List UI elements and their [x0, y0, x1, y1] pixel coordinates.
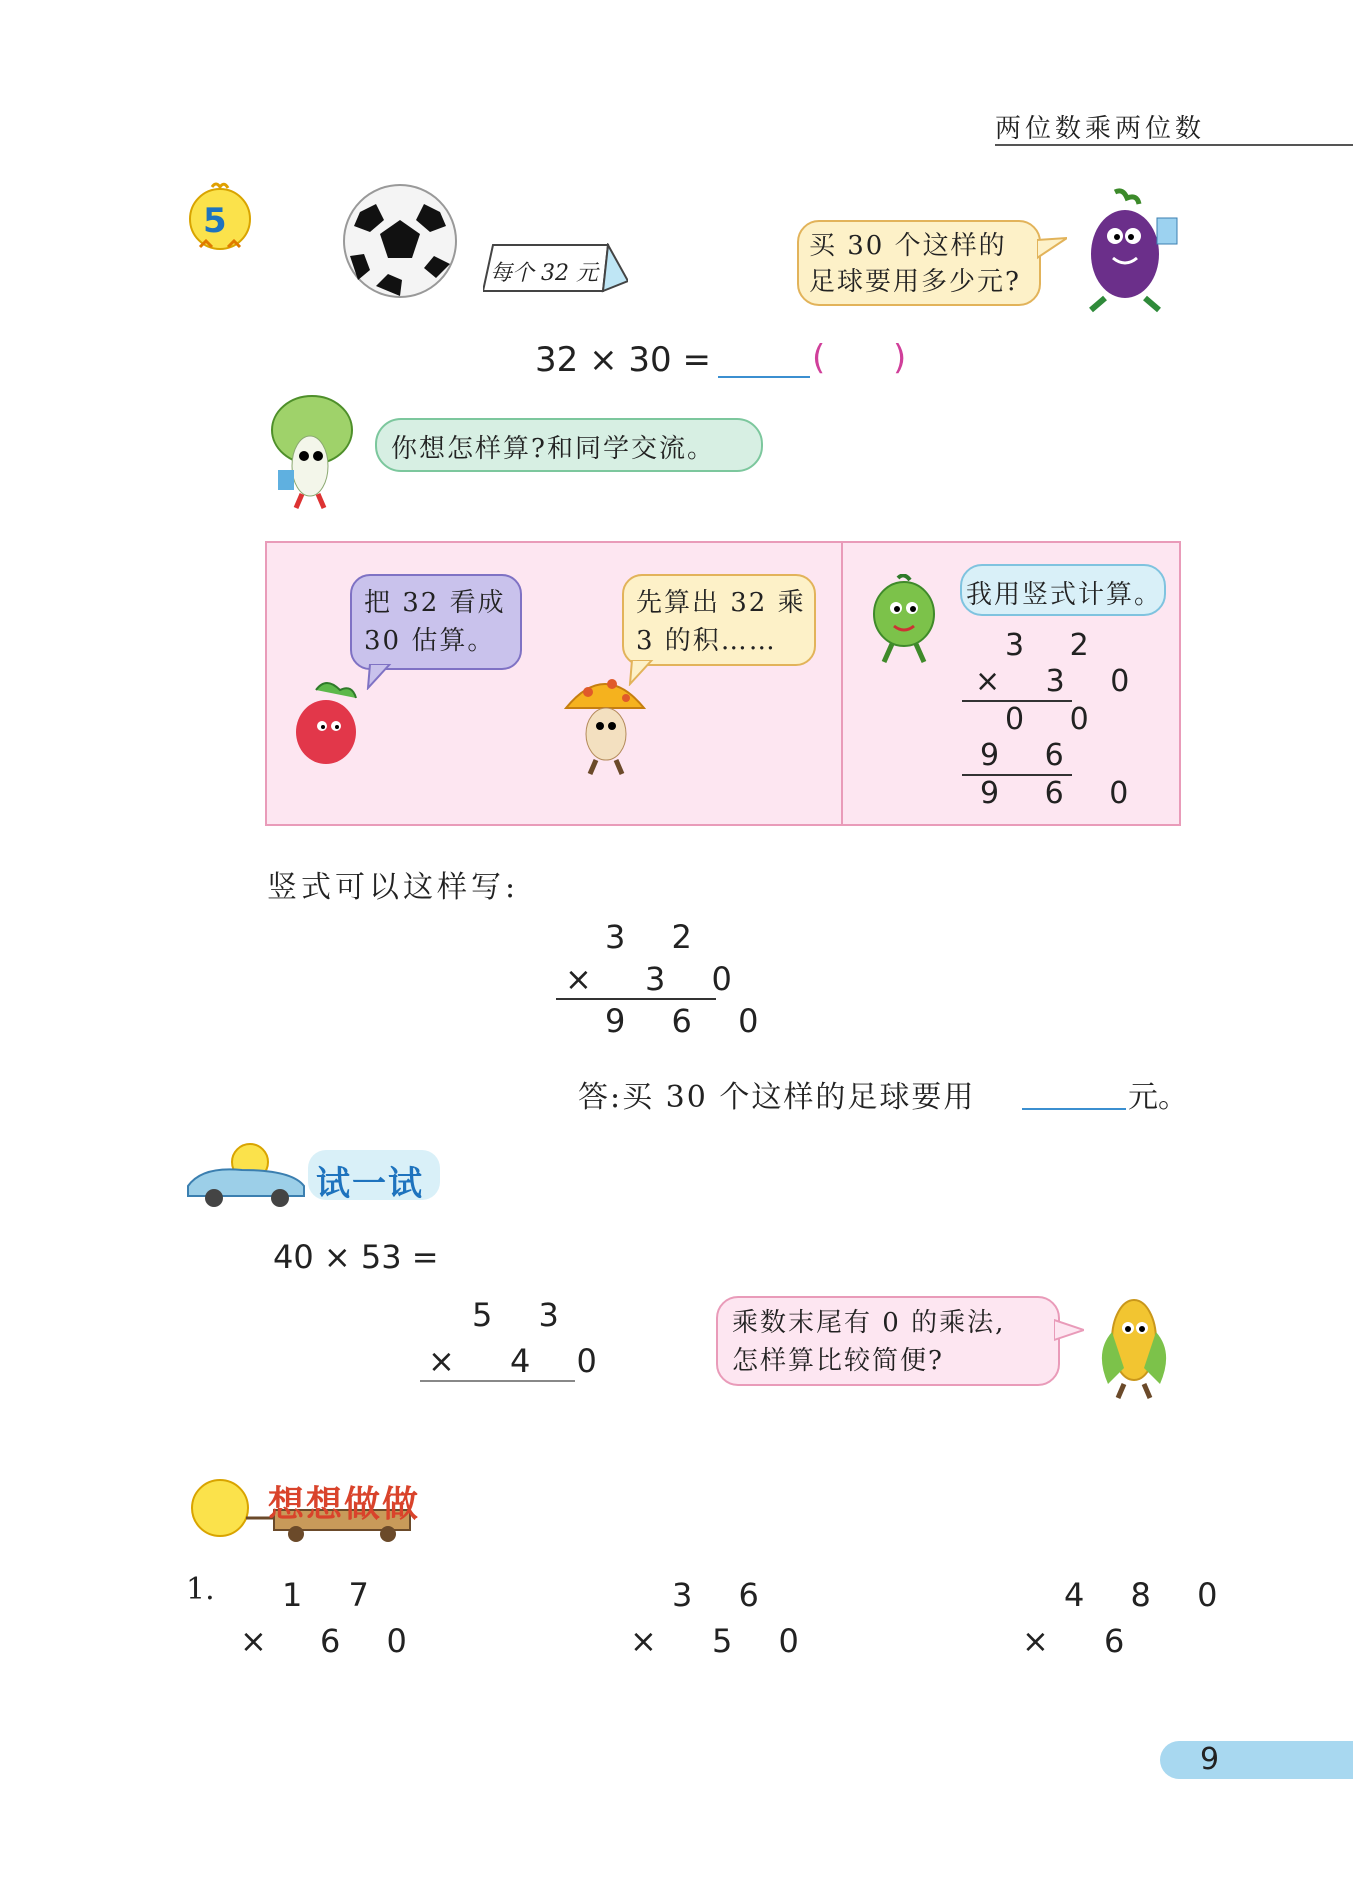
- tip-bubble-tail: [1054, 1318, 1084, 1344]
- prompt-text: 你想怎样算?和同学交流。: [391, 434, 715, 464]
- problem-1-multiplier: 6 0: [320, 1622, 425, 1660]
- soccer-ball-icon: [340, 182, 460, 300]
- shortcut-times-sign: ×: [565, 960, 592, 998]
- estimate-bubble: [350, 574, 522, 670]
- shortcut-rule: [556, 998, 716, 1000]
- radish-character: [286, 680, 370, 770]
- first-compute-line-1: 先算出 32 乘: [636, 588, 806, 618]
- bubble-tail: [1037, 236, 1067, 264]
- tip-line-1: 乘数末尾有 0 的乘法,: [732, 1308, 1006, 1338]
- product-blank[interactable]: [718, 376, 810, 378]
- calc-multiplier: × 3 0: [975, 664, 1148, 699]
- tip-line-2: 怎样算比较简便?: [732, 1346, 944, 1376]
- problem-1-times: ×: [240, 1622, 267, 1660]
- calc-top-number: 3 2: [1005, 628, 1107, 663]
- problem-2-times: ×: [630, 1622, 657, 1660]
- prompt-bubble: [375, 418, 763, 472]
- try-it-rule: [420, 1380, 575, 1382]
- price-tag-text: 每个 32 元: [490, 261, 598, 286]
- vertical-calc-bubble-text: 我用竖式计算。: [966, 580, 1163, 610]
- question-line-1: 买 30 个这样的: [809, 231, 1007, 261]
- answer-blank[interactable]: [1022, 1108, 1126, 1110]
- vertical-calc-bubble: [960, 564, 1166, 616]
- first-compute-bubble: [622, 574, 816, 666]
- shortcut-multiplier: 3 0: [645, 960, 750, 998]
- problem-3-times: ×: [1022, 1622, 1049, 1660]
- corn-character: [1090, 1292, 1176, 1402]
- example-number: 5: [203, 201, 227, 241]
- page-number: 9: [1200, 1742, 1220, 1777]
- problem-3-top: 4 8 0: [1064, 1576, 1236, 1614]
- mushroom-character: [562, 666, 648, 778]
- header-rule: [995, 144, 1353, 146]
- problem-3-multiplier: 6: [1104, 1622, 1143, 1660]
- tip-bubble: [716, 1296, 1060, 1386]
- shortcut-label: 竖式可以这样写:: [267, 870, 520, 905]
- try-it-equation: 40 × 53 =: [273, 1238, 439, 1276]
- try-it-times-sign: ×: [428, 1342, 455, 1380]
- estimate-bubble-tail: [366, 664, 396, 690]
- estimate-line-2: 30 估算。: [364, 626, 496, 656]
- practice-title: 想想做做: [268, 1484, 421, 1525]
- answer-suffix: 元。: [1128, 1080, 1188, 1115]
- problem-2-top: 3 6: [672, 1576, 777, 1614]
- unit-paren-open: (: [812, 338, 826, 378]
- practice-item-number: 1.: [186, 1572, 215, 1607]
- chick-car-icon: [182, 1142, 310, 1208]
- example-equation: 32 × 30 =: [535, 340, 711, 380]
- unit-paren-close: ): [893, 338, 907, 378]
- cabbage-character: [264, 390, 364, 512]
- estimate-line-1: 把 32 看成: [364, 588, 506, 618]
- shortcut-product: 9 6 0: [605, 1002, 777, 1040]
- question-line-2: 足球要用多少元?: [809, 267, 1021, 297]
- page-number-tab: [1160, 1741, 1353, 1779]
- calc-partial-2: 9 6: [980, 738, 1082, 773]
- pepper-character: [864, 574, 946, 668]
- problem-1-top: 1 7: [282, 1576, 387, 1614]
- problem-2-multiplier: 5 0: [712, 1622, 817, 1660]
- methods-divider: [841, 541, 843, 826]
- first-compute-line-2: 3 的积……: [636, 626, 777, 656]
- question-bubble: [797, 220, 1041, 306]
- shortcut-top-number: 3 2: [605, 918, 710, 956]
- eggplant-character: [1065, 188, 1183, 316]
- answer-prefix: 答:买 30 个这样的足球要用: [578, 1080, 976, 1115]
- try-it-multiplier: 4 0: [510, 1342, 615, 1380]
- calc-product: 9 6 0: [980, 776, 1147, 811]
- calc-partial-1: 0 0: [1005, 702, 1107, 737]
- try-it-title: 试一试: [316, 1164, 424, 1204]
- try-it-top-number: 5 3: [472, 1296, 577, 1334]
- chapter-title: 两位数乘两位数: [995, 114, 1206, 144]
